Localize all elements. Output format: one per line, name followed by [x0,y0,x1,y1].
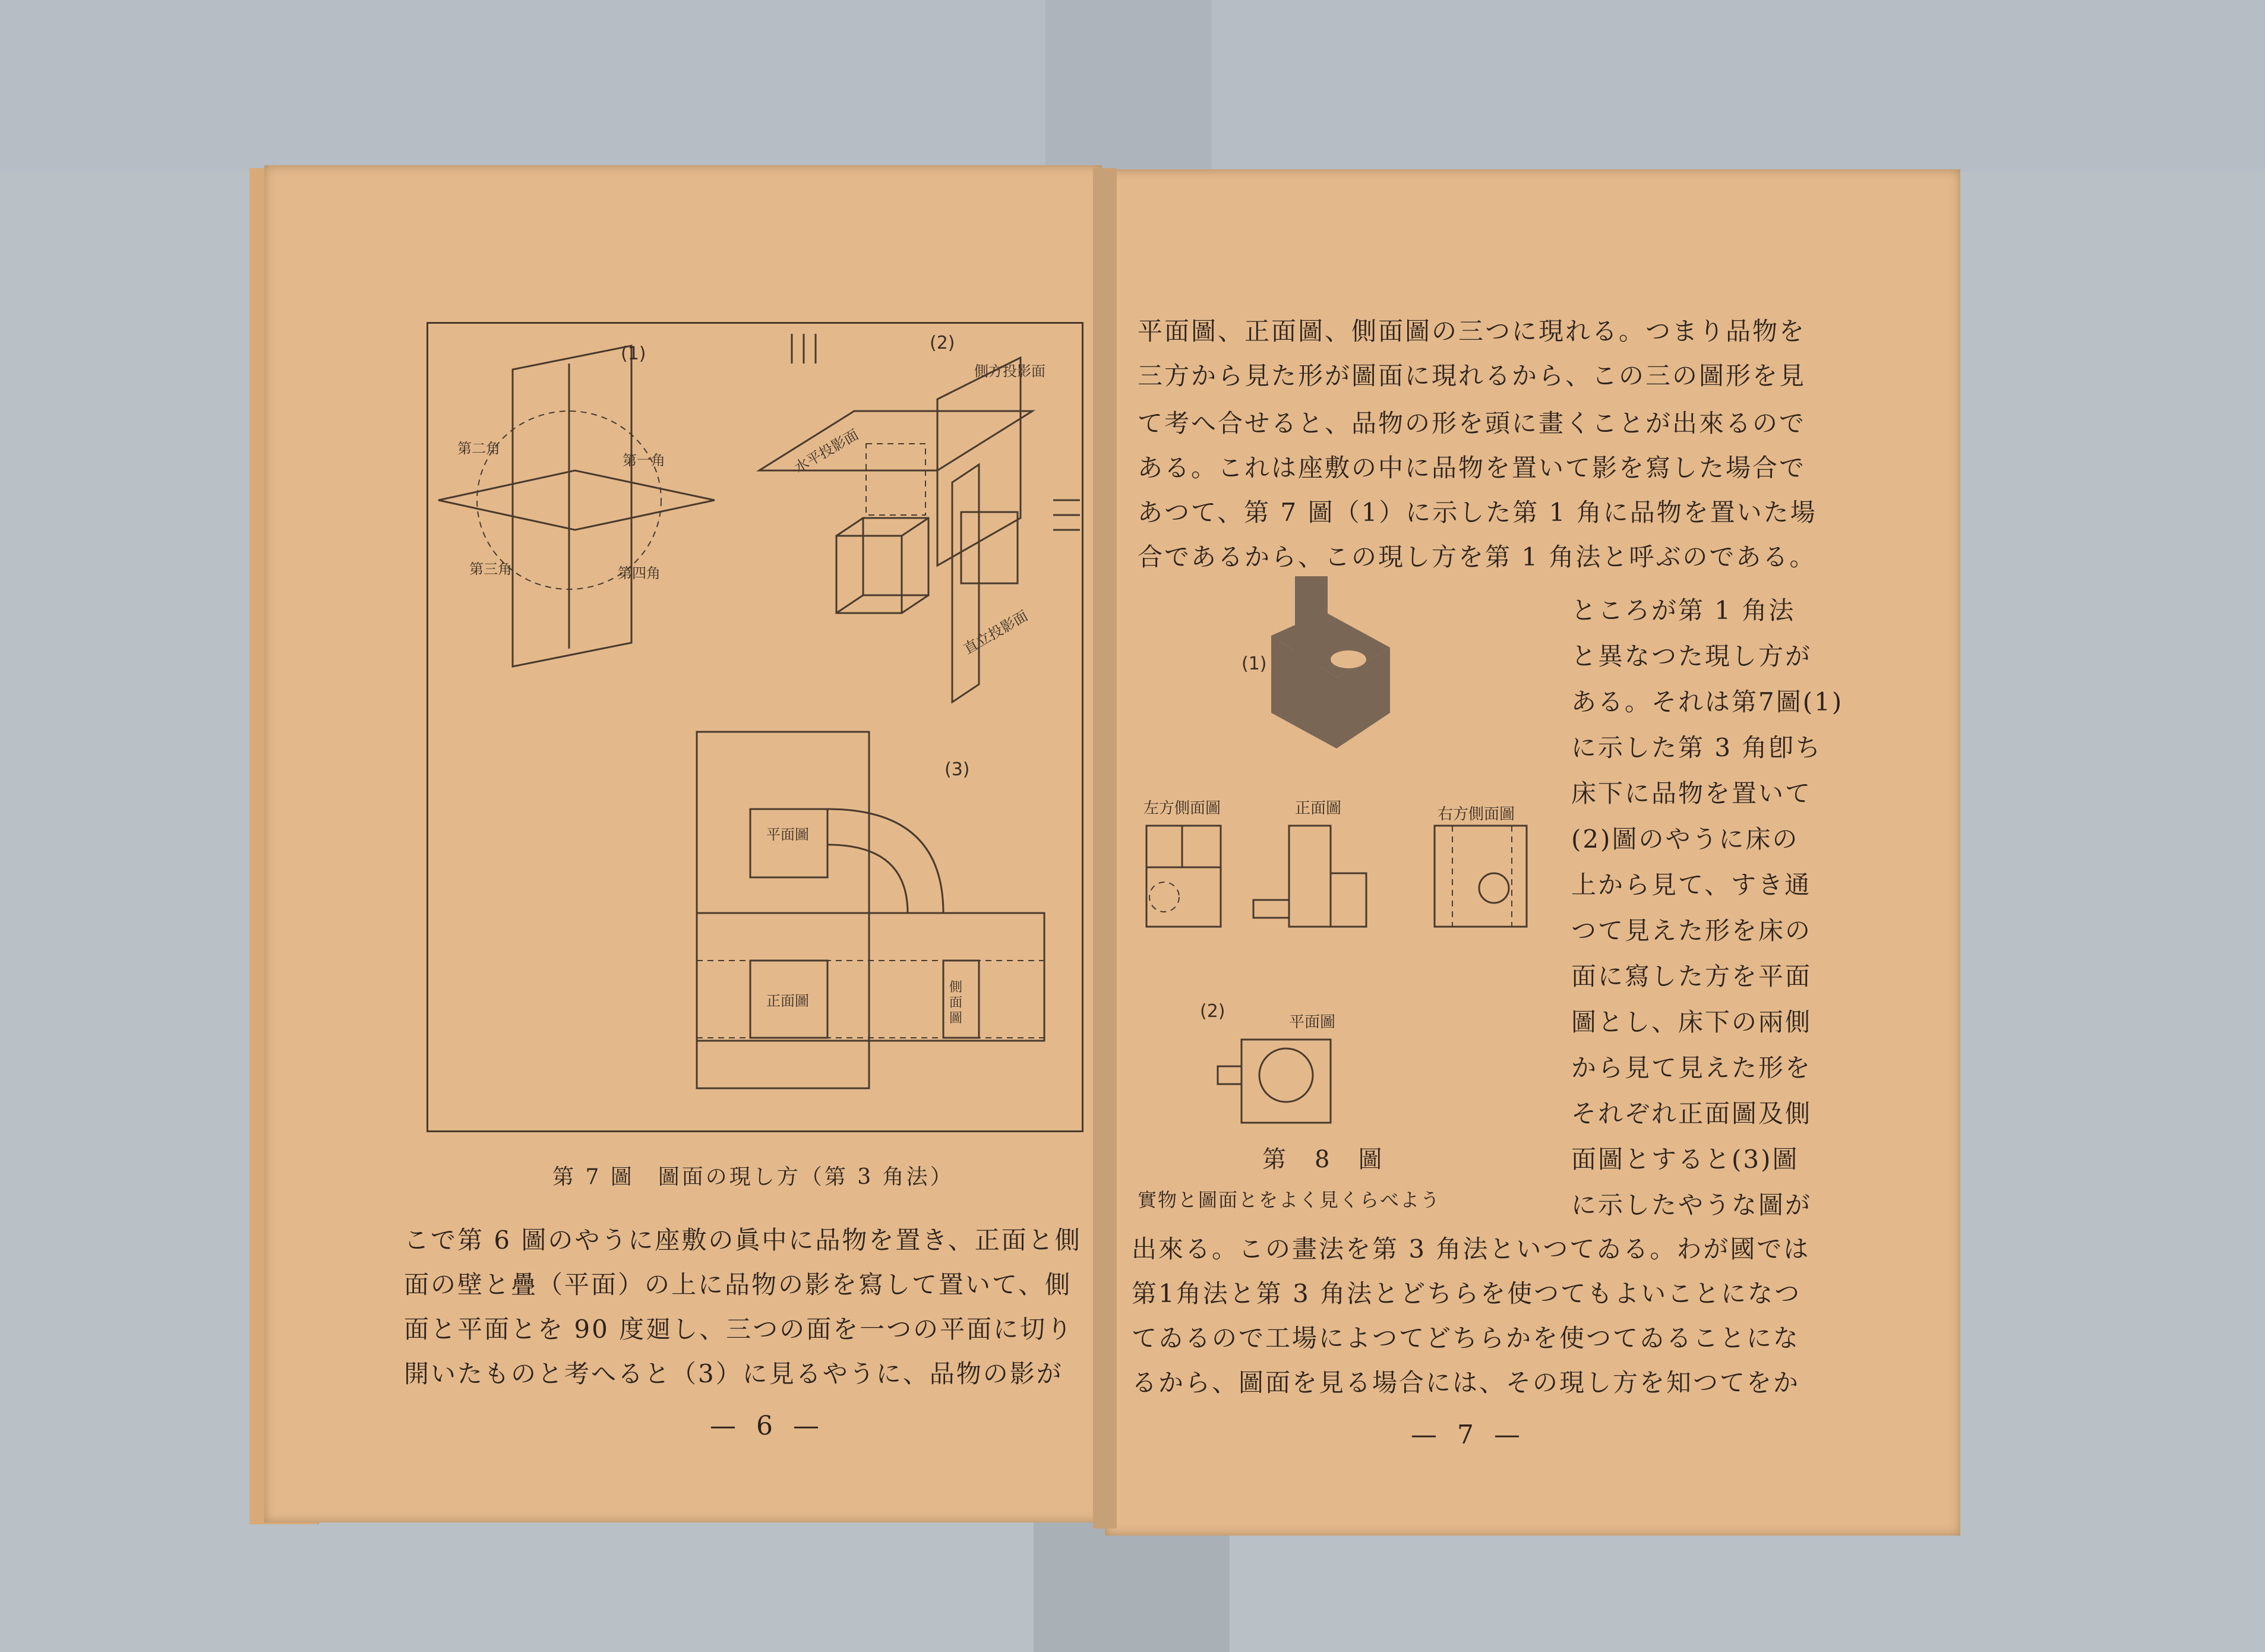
right-side-line-1: ところが第 1 角法 [1571,596,1796,625]
background-strip-bottom [1034,1521,1230,1652]
fig8-right-side-label: 右方側面圖 [1438,806,1515,823]
right-side-line-12: それぞれ正面圖及側 [1571,1099,1812,1128]
right-side-line-6: (2)圖のやうに床の [1571,825,1799,854]
figure-8-caption: 第 8 圖 [1262,1146,1385,1173]
right-side-line-4: に示した第 3 角卽ち [1571,733,1822,762]
right-side-line-2: と異なつた現し方が [1571,642,1812,671]
right-side-line-10: 圖とし、床下の兩側 [1571,1007,1812,1037]
figure-7-drawing [427,322,1083,1132]
right-side-line-14: に示したやうな圖が [1571,1190,1812,1220]
fig8-plan-label: 平面圖 [1289,1013,1336,1031]
fig7-quadrant-1: 第一角 [623,452,665,469]
right-side-line-7: 上から見て、すき通 [1571,870,1812,899]
right-bottom-line-1: 出來る。この畫法を第 3 角法といつてゐる。わが國では [1132,1234,1811,1264]
fig8-sub2-label: (2) [1200,1001,1225,1022]
figure-8-note: 實物と圖面とをよく見くらべよう [1138,1189,1441,1211]
fig7-side-plane-label: 側方投影面 [974,363,1045,380]
fig7-quadrant-2: 第二角 [457,440,500,457]
fig7-sub1-label: (1) [621,343,646,364]
right-side-line-13: 面圖とすると(3)圖 [1571,1145,1799,1174]
right-bottom-line-4: るから、圖面を見る場合には、その現し方を知つてをか [1132,1368,1800,1397]
fig8-front-label: 正面圖 [1295,800,1342,817]
right-side-line-11: から見て見えた形を [1571,1053,1812,1082]
left-text-line-4: 開いたものと考へると（3）に見るやうに、品物の影が [404,1359,1063,1388]
book-gutter [1093,168,1117,1528]
fig7-horizontal-plane-label: 水平投影面 [791,426,862,476]
fig7-sub2-label: (2) [930,333,955,353]
fig7-quadrant-4: 第四角 [618,565,661,582]
right-bottom-line-3: てゐるので工場によつてどちらかを使つてゐることにな [1132,1324,1800,1353]
right-top-line-2: 三方から見た形が圖面に現れるから、この三の圖形を見 [1138,361,1806,390]
right-side-line-3: ある。それは第7圖(1) [1571,687,1844,716]
fig7-front-label: 正面圖 [766,993,809,1009]
left-page-number: — 6 — [710,1411,825,1441]
fig7-sub3-label: (3) [944,759,970,780]
left-text-line-3: 面と平面とを 90 度廻し、三つの面を一つの平面に切り [404,1315,1074,1344]
fig8-sub1-label: (1) [1242,653,1267,674]
right-side-line-9: 面に寫した方を平面 [1571,962,1812,991]
right-top-line-6: 合であるから、この現し方を第 1 角法と呼ぶのである。 [1138,542,1817,571]
left-text-line-2: 面の壁と疊（平面）の上に品物の影を寫して置いて、側 [404,1270,1072,1299]
figure-8-drawing [1129,564,1556,1135]
right-top-line-4: ある。これは座敷の中に品物を置いて影を寫した場合で [1138,453,1806,482]
figure-7-caption: 第 7 圖 圖面の現し方（第 3 角法） [552,1165,954,1189]
fig7-side-label: 側面圖 [949,980,963,1026]
right-side-line-5: 床下に品物を置いて [1571,779,1812,808]
left-text-line-1: こで第 6 圖のやうに座敷の眞中に品物を置き、正面と側 [404,1225,1082,1255]
fig8-left-side-label: 左方側面圖 [1143,800,1221,817]
right-top-line-5: あつて、第 7 圖（1）に示した第 1 角に品物を置いた場 [1138,498,1817,527]
right-top-line-1: 平面圖、正面圖、側面圖の三つに現れる。つまり品物を [1138,317,1806,346]
right-page-number: — 7 — [1411,1420,1526,1450]
right-bottom-line-2: 第1角法と第 3 角法とどちらを使つてもよいことになつ [1132,1279,1802,1308]
right-top-line-3: て考へ合せると、品物の形を頭に畫くことが出來るので [1138,409,1806,438]
right-side-line-8: つて見えた形を床の [1571,916,1812,945]
fig7-vertical-plane-label: 直立投影面 [961,607,1031,658]
fig7-plan-label: 平面圖 [766,826,809,843]
fig7-quadrant-3: 第三角 [469,561,512,577]
